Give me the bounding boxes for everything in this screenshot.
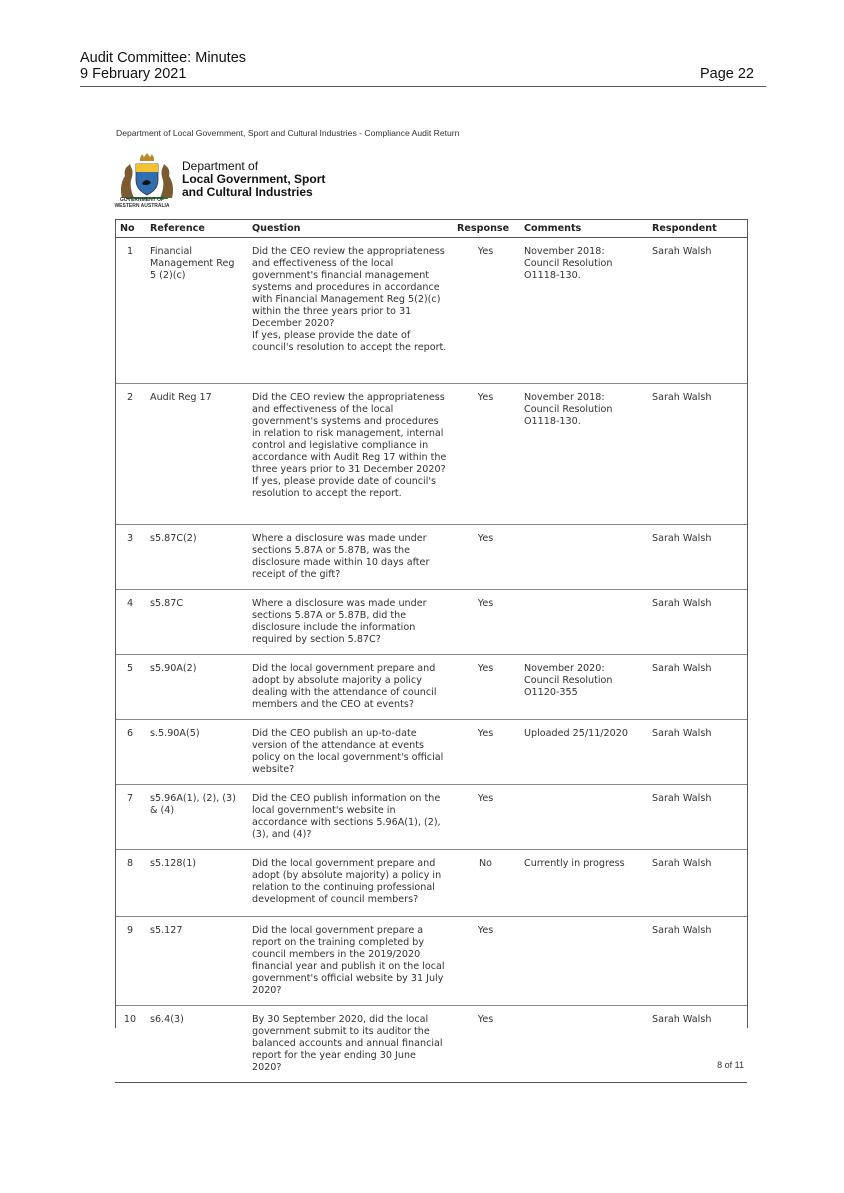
row-response: Yes (452, 384, 519, 525)
row-question: Did the local government prepare and adopt by absolute majority a policy dealing with the attendance of council members and the CEO at events? (247, 655, 452, 720)
row-response: Yes (452, 525, 519, 590)
row-comments: November 2018: Council Resolution O1118-130. (519, 238, 647, 384)
table-border-right (747, 219, 748, 1028)
row-reference: s5.127 (145, 917, 247, 1006)
row-no: 7 (115, 785, 145, 850)
row-respondent: Sarah Walsh (647, 720, 747, 785)
row-response: Yes (452, 720, 519, 785)
row-response: Yes (452, 917, 519, 1006)
row-no: 9 (115, 917, 145, 1006)
row-reference: s.5.90A(5) (145, 720, 247, 785)
table-row (115, 384, 747, 525)
row-reference: s5.90A(2) (145, 655, 247, 720)
row-response: Yes (452, 238, 519, 384)
page-of-label: 8 of 11 (717, 1060, 744, 1070)
table-row (115, 525, 747, 590)
row-respondent: Sarah Walsh (647, 655, 747, 720)
row-respondent: Sarah Walsh (647, 917, 747, 1006)
row-comments (519, 525, 647, 590)
row-respondent: Sarah Walsh (647, 590, 747, 655)
row-reference: s6.4(3) (145, 1006, 247, 1083)
row-response: Yes (452, 655, 519, 720)
row-reference: Financial Management Reg 5 (2)(c) (145, 238, 247, 384)
row-no: 8 (115, 850, 145, 917)
column-header-question: Question (247, 220, 452, 238)
row-comments (519, 590, 647, 655)
row-question: Did the local government prepare a report on the training completed by council members in the 2019/2020 financial year and publish it on the local government's official website by 31 July 2020? (247, 917, 452, 1006)
row-response: No (452, 850, 519, 917)
row-reference: s5.87C(2) (145, 525, 247, 590)
table-row (115, 785, 747, 850)
row-comments: November 2020: Council Resolution O1120-355 (519, 655, 647, 720)
document-title: Department of Local Government, Sport and Cultural Industries - Compliance Audit Return (116, 128, 460, 138)
department-name: Department of Local Government, Sport and Cultural Industries (182, 159, 326, 199)
row-response: Yes (452, 590, 519, 655)
row-reference: s5.128(1) (145, 850, 247, 917)
column-header-reference: Reference (145, 220, 247, 238)
row-question: Did the CEO publish information on the local government's website in accordance with sections 5.96A(1), (2), (3), and (4)? (247, 785, 452, 850)
row-reference: s5.96A(1), (2), (3) & (4) (145, 785, 247, 850)
row-comments (519, 1006, 647, 1083)
row-response: Yes (452, 1006, 519, 1083)
row-no: 4 (115, 590, 145, 655)
table-row (115, 655, 747, 720)
row-respondent: Sarah Walsh (647, 384, 747, 525)
row-respondent: Sarah Walsh (647, 238, 747, 384)
row-question: Did the CEO review the appropriateness and effectiveness of the local government's financial management systems and procedures in accordance with Financial Management Reg 5(2)(c) within the three years prior to 31 December 2020? If yes, please provide the date of council's resolution to accept the report. (247, 238, 452, 384)
row-question: Did the CEO review the appropriateness and effectiveness of the local government's systems and procedures in relation to risk management, internal control and legislative compliance in accordance with Audit Reg 17 within the three years prior to 31 December 2020? If yes, please provide date of council's resolution to accept the report. (247, 384, 452, 525)
page-header (80, 50, 246, 82)
row-no: 1 (115, 238, 145, 384)
row-respondent: Sarah Walsh (647, 525, 747, 590)
table-row (115, 720, 747, 785)
row-no: 3 (115, 525, 145, 590)
column-header-no: No (115, 220, 145, 238)
header-title: Audit Committee: Minutes (80, 50, 247, 66)
row-question: By 30 September 2020, did the local government submit to its auditor the balanced accounts and annual financial report for the year ending 30 June 2020? (247, 1006, 452, 1083)
table-row (115, 238, 747, 384)
row-question: Did the local government prepare and adopt (by absolute majority) a policy in relation to the continuing professional development of council members? (247, 850, 452, 917)
header-divider (80, 86, 766, 87)
row-respondent: Sarah Walsh (647, 785, 747, 850)
row-comments: Uploaded 25/11/2020 (519, 720, 647, 785)
table-border-left (115, 219, 116, 1028)
row-comments (519, 785, 647, 850)
row-respondent: Sarah Walsh (647, 1006, 747, 1083)
row-no: 10 (115, 1006, 145, 1083)
row-respondent: Sarah Walsh (647, 850, 747, 917)
row-comments: Currently in progress (519, 850, 647, 917)
row-question: Where a disclosure was made under sections 5.87A or 5.87B, did the disclosure include the information required by section 5.87C? (247, 590, 452, 655)
row-no: 5 (115, 655, 145, 720)
coat-of-arms-icon (112, 152, 182, 202)
row-reference: Audit Reg 17 (145, 384, 247, 525)
column-header-response: Response (452, 220, 519, 238)
column-header-comments: Comments (519, 220, 647, 238)
table-header-row (115, 220, 747, 238)
compliance-audit-table (115, 219, 747, 1083)
row-comments: November 2018: Council Resolution O1118-130. (519, 384, 647, 525)
row-response: Yes (452, 785, 519, 850)
table-row (115, 917, 747, 1006)
row-no: 6 (115, 720, 145, 785)
header-date: 9 February 2021 (80, 66, 187, 82)
row-question: Where a disclosure was made under sections 5.87A or 5.87B, was the disclosure made within 10 days after receipt of the gift? (247, 525, 452, 590)
header-page-number: Page 22 (699, 66, 754, 82)
crest-caption: GOVERNMENT OF WESTERN AUSTRALIA (114, 197, 170, 209)
row-comments (519, 917, 647, 1006)
table-row (115, 590, 747, 655)
column-header-respondent: Respondent (647, 220, 747, 238)
row-question: Did the CEO publish an up-to-date version of the attendance at events policy on the local government's official website? (247, 720, 452, 785)
table-row (115, 1006, 747, 1083)
row-reference: s5.87C (145, 590, 247, 655)
row-no: 2 (115, 384, 145, 525)
table-row (115, 850, 747, 917)
